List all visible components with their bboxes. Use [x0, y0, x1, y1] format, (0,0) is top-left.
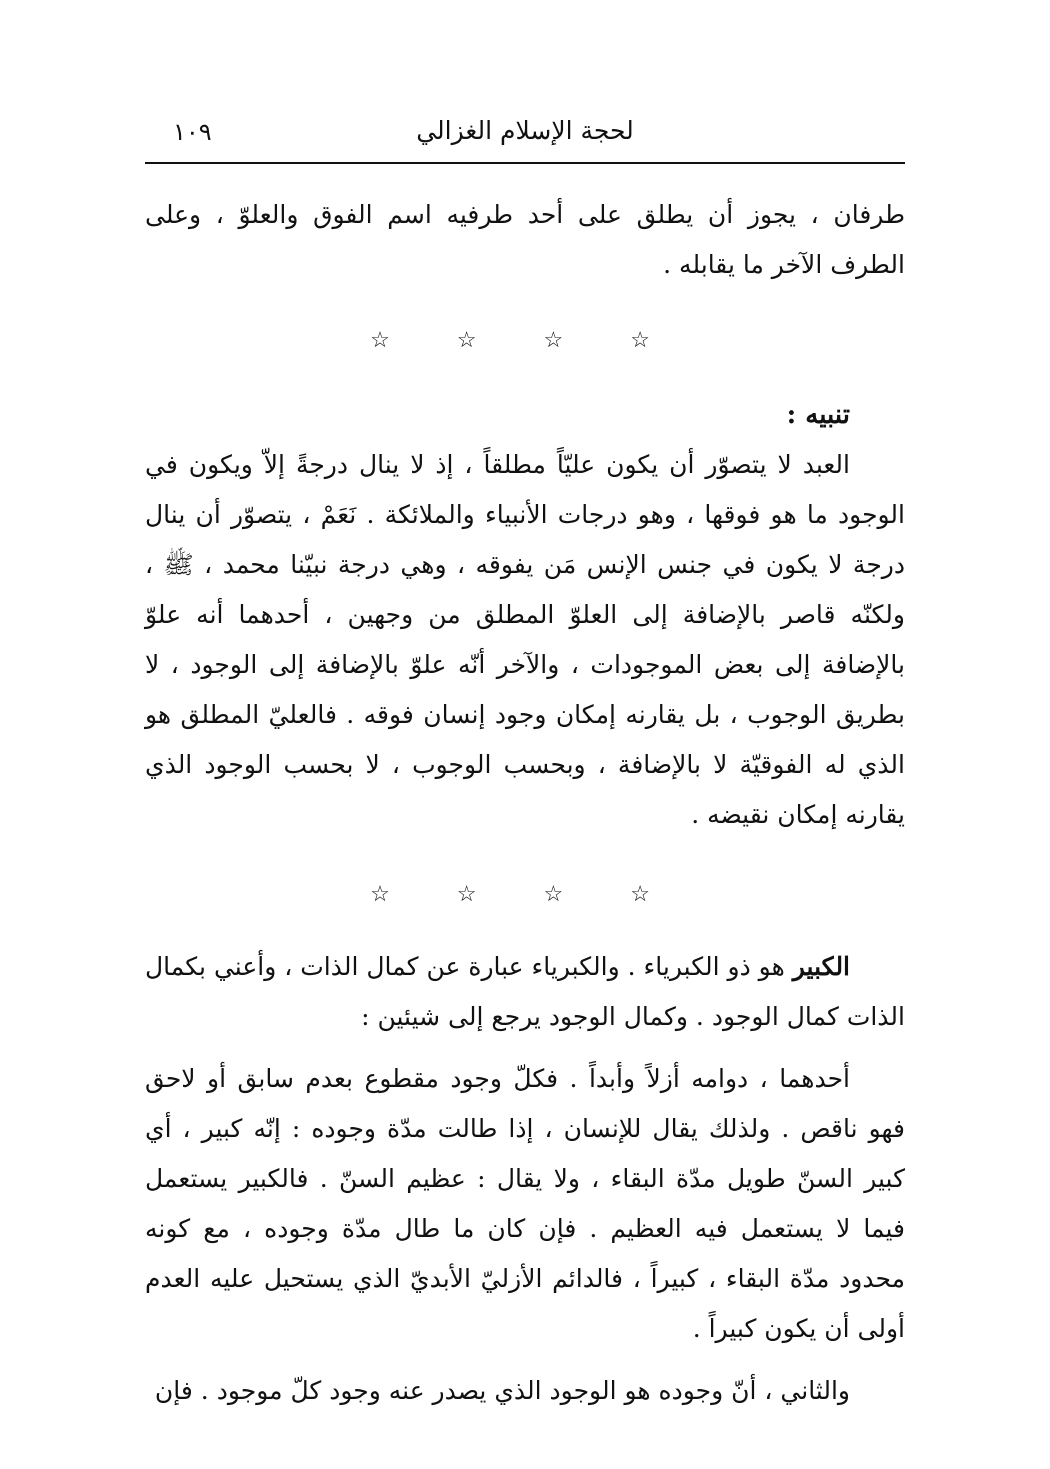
- section-heading-tanbih: تنبيه :: [786, 400, 850, 430]
- book-title: لحجة الإسلام الغزالي: [416, 116, 634, 145]
- paragraph-first-thing: أحدهما ، دوامه أزلاً وأبداً . فكلّ وجود مقطوع بعدم سابق أو لاحق فهو ناقص . ولذلك يقال للإنسان ، إذا طالت مدّة وجوده : إنّه كبير ، أي كبير السنّ طويل مدّة البقاء ، ولا يقال : عظيم السنّ . فالكبير يستعمل فيما لا يستعمل فيه العظيم . فإن كان ما طال مدّة وجوده ، مع كونه محدود مدّة البقاء ، كبيراً ، فالدائم الأزليّ الأبديّ الذي يستحيل عليه العدم أولى أن يكون كبيراً .: [145, 1064, 905, 1343]
- section-separator: ☆ ☆ ☆ ☆: [370, 882, 680, 907]
- paragraph-second-thing: والثاني ، أنّ وجوده هو الوجود الذي يصدر عنه وجود كلّ موجود . فإن: [154, 1376, 850, 1405]
- paragraph-continuation: طرفان ، يجوز أن يطلق على أحد طرفيه اسم الفوق والعلوّ ، وعلى الطرف الآخر ما يقابله .: [145, 200, 905, 279]
- paragraph-al-kabir: [145, 942, 905, 1042]
- section-separator: ☆ ☆ ☆ ☆: [370, 328, 680, 353]
- paragraph-tanbih: العبد لا يتصوّر أن يكون عليّاً مطلقاً ، إذ لا ينال درجةً إلاّ ويكون في الوجود ما هو فوقها ، وهو درجات الأنبياء والملائكة . نَعَمْ ، يتصوّر أن ينال درجة لا يكون في جنس الإنس مَن يفوقه ، وهي درجة نبيّنا محمد ، ﷺ ، ولكنّه قاصر بالإضافة إلى العلوّ المطلق من وجهين ، أحدهما أنه علوّ بالإضافة إلى بعض الموجودات ، والآخر أنّه علوّ بالإضافة إلى الوجود ، لا بطريق الوجوب ، بل يقارنه إمكان وجود إنسان فوقه . فالعليّ المطلق هو الذي له الفوقيّة لا بالإضافة ، وبحسب الوجوب ، لا بحسب الوجود الذي يقارنه إمكان نقيضه .: [145, 450, 905, 829]
- lead-word-al-kabir: الكبير: [792, 952, 851, 981]
- running-header: [145, 110, 905, 164]
- book-page: [145, 110, 905, 1416]
- paragraph-al-kabir-text: هو ذو الكبرياء . والكبرياء عبارة عن كمال الذات ، وأعني بكمال الذات كمال الوجود . وكمال الوجود يرجع إلى شيئين :: [145, 952, 905, 1031]
- page-number: ١٠٩: [173, 118, 212, 146]
